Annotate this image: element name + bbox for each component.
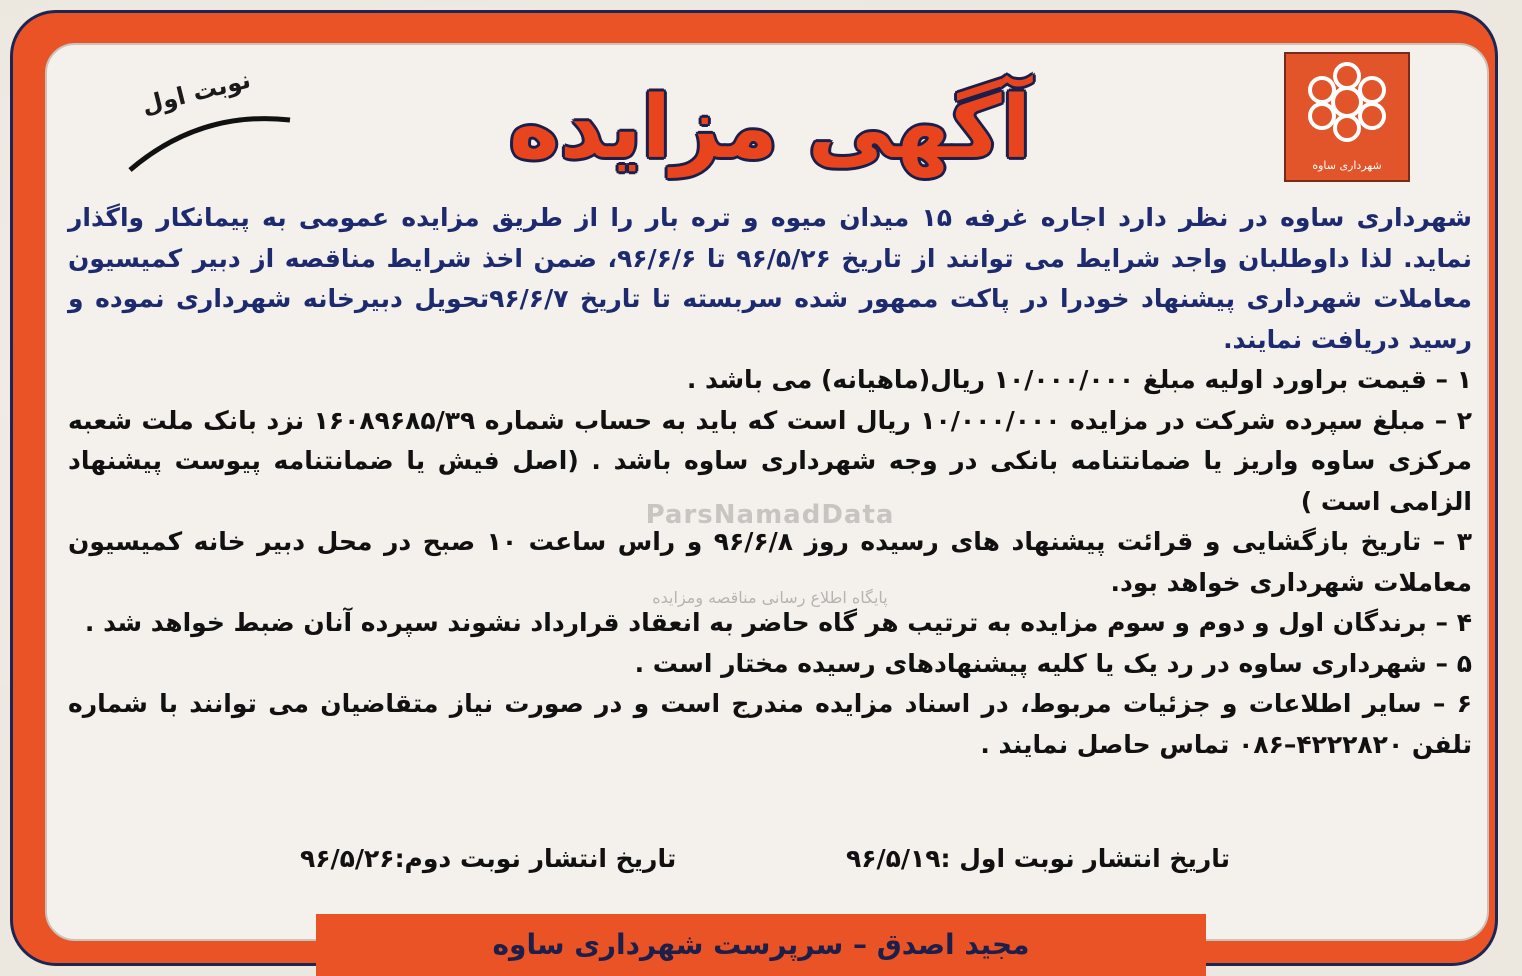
condition-item-2: ۲ – مبلغ سپرده شرکت در مزایده ۱۰/۰۰۰/۰۰۰ ریال است که باید به حساب شماره ۱۶۰۸۹۶۸۵/۳۹ نزد بانک ملت شعبه مرکزی ساوه واریز یا ضمانتنامه بانکی در وجه شهرداری ساوه باشد . (اصل فیش یا ضمانتنامه پیوست پیشنهاد الزامی است ) <box>68 405 1472 516</box>
condition-item-1: ۱ – قیمت براورد اولیه مبلغ ۱۰/۰۰۰/۰۰۰ ریال(ماهیانه) می باشد . <box>686 365 1472 394</box>
intro-paragraph: شهرداری ساوه در نظر دارد اجاره غرفه ۱۵ میدان میوه و تره بار را از طریق مزایده عمومی به پیمانکار واگذار نماید. لذا داوطلبان واجد شرایط می توانند از تاریخ ۹۶/۵/۲۶ تا ۹۶/۶/۶، ضمن اخذ شرایط مناقصه از دبیر کمیسیون معاملات شهرداری پیشنهاد خودرا در پاکت ممهور شده سربسته تا تاریخ ۹۶/۶/۷تحویل دبیرخانه شهرداری نموده و رسید دریافت نمایند. <box>68 203 1473 354</box>
municipality-logo <box>1284 52 1410 182</box>
publication-dates <box>300 838 1230 878</box>
condition-item-6: ۶ – سایر اطلاعات و جزئیات مربوط، در اسناد مزایده مندرج است و در صورت نیاز متقاضیان می توانند با شماره تلفن ۴۲۲۲۸۲۰–۰۸۶ تماس حاصل نمایند . <box>68 689 1472 759</box>
condition-item-3: ۳ – تاریخ بازگشایی و قرائت پیشنهاد های رسیده روز ۹۶/۶/۸ و راس ساعت ۱۰ صبح در محل دبیر خانه کمیسیون معاملات شهرداری خواهد بود. <box>68 527 1472 597</box>
condition-item-5: ۵ – شهرداری ساوه در رد یک یا کلیه پیشنهادهای رسیده مختار است . <box>634 648 1472 678</box>
watermark-subtitle: پایگاه اطلاع رسانی مناقصه ومزایده <box>652 588 888 607</box>
second-publication-date: تاریخ انتشار نوبت دوم:۹۶/۵/۲۶ <box>300 843 677 873</box>
ad-title: آگهی مزایده <box>508 78 1032 178</box>
watermark: ParsNamadData <box>645 500 895 530</box>
flower-emblem-icon <box>1286 54 1408 154</box>
first-publication-date: تاریخ انتشار نوبت اول :۹۶/۵/۱۹ <box>845 843 1230 873</box>
first-publication-stamp: نوبت اول <box>138 65 254 120</box>
signature: مجید اصدق – سرپرست شهرداری ساوه <box>492 928 1030 961</box>
ad-body <box>68 198 1472 765</box>
logo-caption: شهرداری ساوه <box>1312 159 1382 172</box>
condition-item-4: ۴ – برندگان اول و دوم و سوم مزایده به ترتیب هر گاه حاضر به انعقاد قرارداد نشوند سپرده آنان ضبط خواهد شد . <box>84 608 1472 637</box>
stamp-arc-icon <box>120 100 300 180</box>
